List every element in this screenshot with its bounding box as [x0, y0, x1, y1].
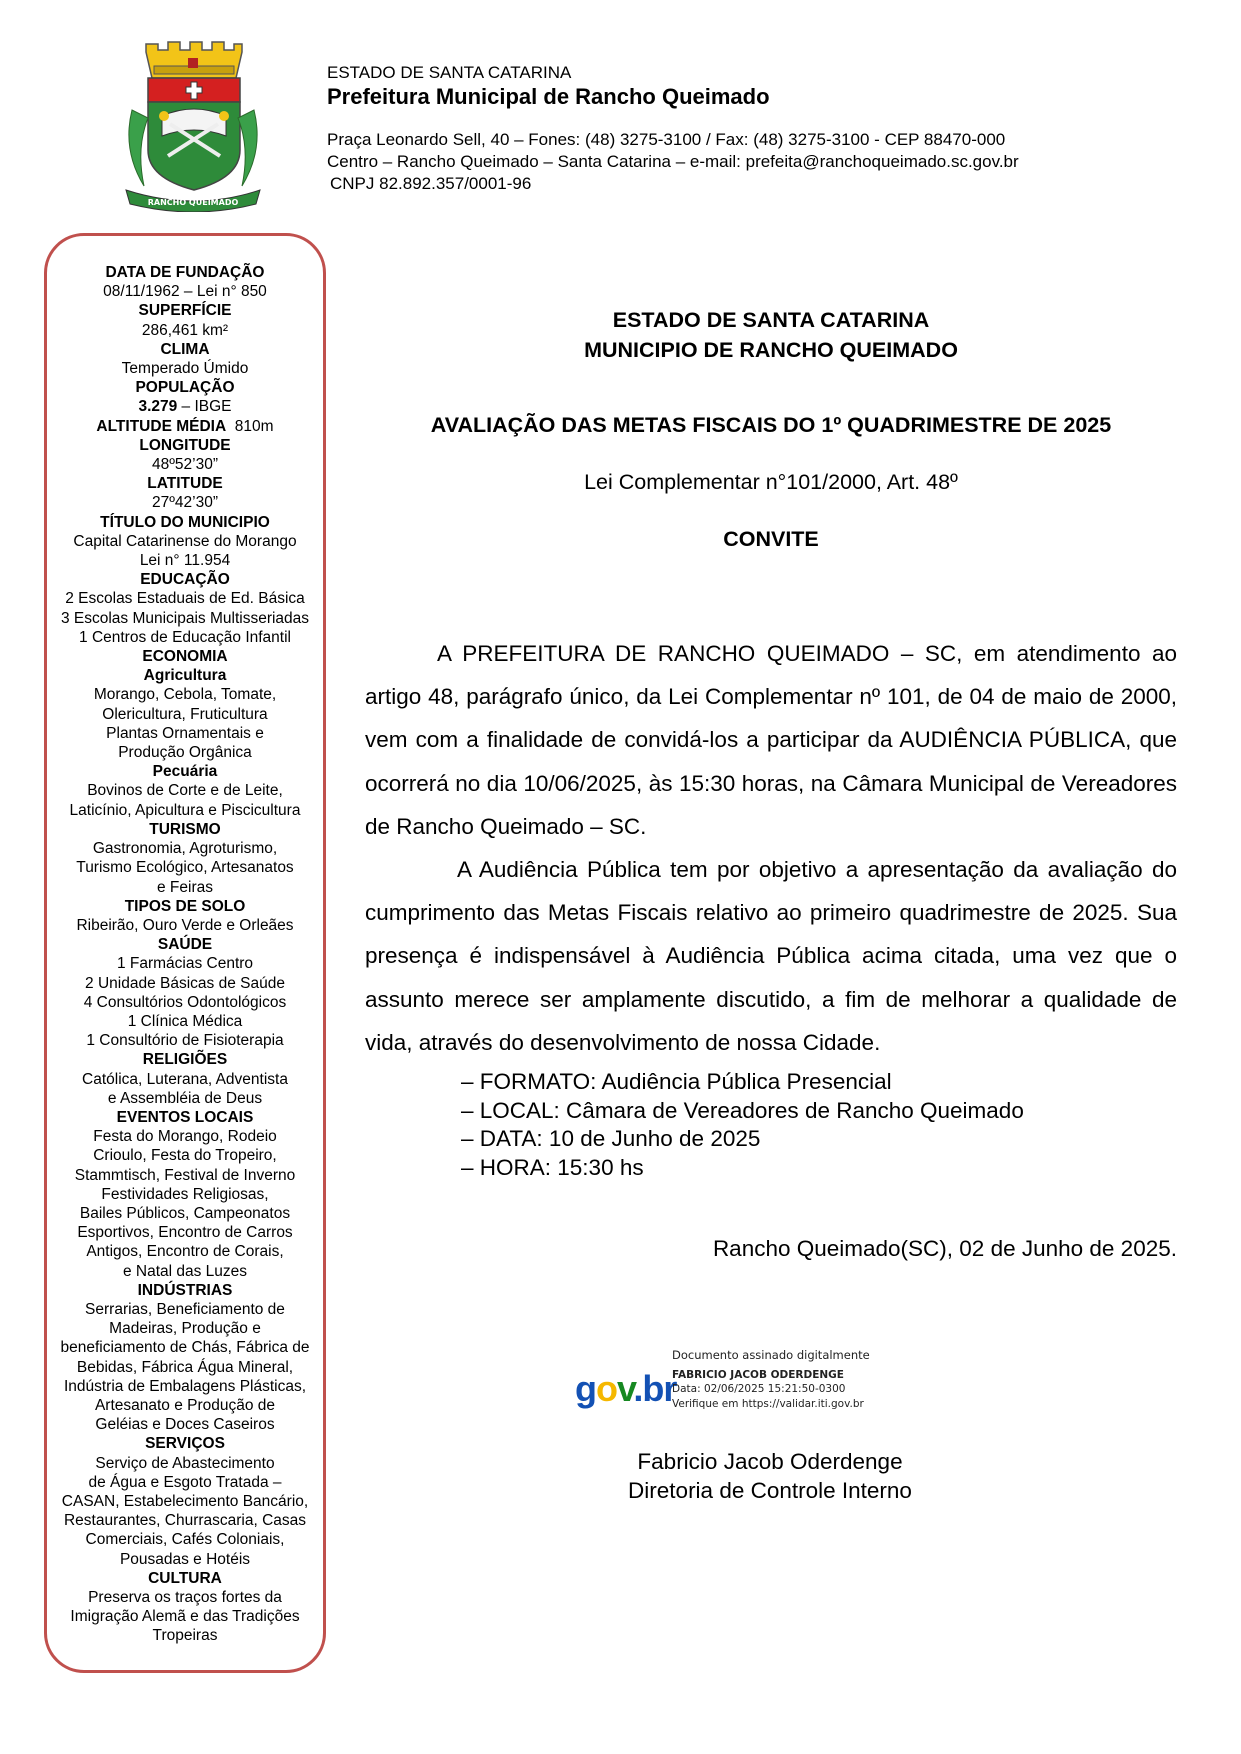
sidebar-line — [47, 397, 323, 416]
letterhead — [327, 63, 1019, 195]
sidebar-heading: EDUCAÇÃO — [140, 571, 230, 589]
sidebar-line — [47, 417, 323, 436]
signer-role: Diretoria de Controle Interno — [628, 1477, 912, 1503]
crest-ribbon-text: RANCHO QUEIMADO — [147, 198, 239, 207]
sidebar-line: CASAN, Estabelecimento Bancário, — [61, 1493, 309, 1510]
sidebar-line: Bebidas, Fábrica Água Mineral, — [76, 1358, 294, 1376]
sidebar-line: Festividades Religiosas, — [101, 1185, 269, 1203]
govbr-logo — [575, 1368, 676, 1410]
sidebar-heading: LATITUDE — [147, 475, 223, 493]
sidebar-line: 1 Clínica Médica — [127, 1012, 243, 1030]
sidebar-heading: TIPOS DE SOLO — [124, 897, 246, 915]
sidebar-heading: RELIGIÕES — [142, 1051, 228, 1069]
sidebar-line: 1 Consultório de Fisioterapia — [86, 1032, 284, 1050]
digital-signature-stamp — [575, 1348, 895, 1418]
logo-letter: o — [596, 1368, 617, 1409]
sidebar-line: Comerciais, Cafés Coloniais, — [85, 1531, 285, 1549]
sidebar-heading: DATA DE FUNDAÇÃO — [105, 264, 265, 281]
sidebar-line: 48º52’30” — [152, 456, 218, 474]
sidebar-line: Artesanato e Produção de — [94, 1396, 276, 1414]
event-details — [461, 1068, 1177, 1182]
sidebar-line: 08/11/1962 – Lei n° 850 — [103, 283, 267, 301]
sidebar-line: Tropeiras — [152, 1627, 218, 1645]
sidebar-line: Indústria de Embalagens Plásticas, — [63, 1377, 307, 1395]
sidebar-line: Produção Orgânica — [118, 744, 252, 762]
altitude-value: 810m — [234, 417, 274, 435]
sidebar-subheading: Pecuária — [152, 763, 218, 781]
letterhead-address: Praça Leonardo Sell, 40 – Fones: (48) 3275-3100 / Fax: (48) 3275-3100 - CEP 88470-000 — [327, 130, 1006, 149]
sidebar-line: Lei n° 11.954 — [139, 552, 231, 570]
sidebar-line: de Água e Esgoto Tratada – — [88, 1473, 282, 1491]
signer-block — [560, 1448, 980, 1505]
detail-date: – DATA: 10 de Junho de 2025 — [461, 1126, 761, 1152]
sidebar-line: Restaurantes, Churrascaria, Casas — [63, 1512, 307, 1530]
sidebar-line: Serrarias, Beneficiamento de — [85, 1300, 285, 1318]
sidebar-line: Católica, Luterana, Adventista — [82, 1070, 288, 1088]
document-title — [365, 305, 1177, 365]
sidebar-heading: CLIMA — [160, 340, 210, 358]
invitation-heading: CONVITE — [723, 527, 819, 551]
sidebar-heading: SERVIÇOS — [145, 1435, 225, 1453]
sidebar-line: 3 Escolas Municipais Multisseriadas — [60, 609, 310, 627]
sidebar-line: Antigos, Encontro de Corais, — [86, 1243, 284, 1261]
sidebar-line: Bovinos de Corte e de Leite, — [87, 782, 283, 800]
logo-letter: . — [633, 1368, 643, 1409]
population-source: – IBGE — [177, 398, 232, 416]
sidebar-line: Esportivos, Encontro de Carros — [77, 1224, 293, 1242]
signature-caption: Documento assinado digitalmente — [672, 1348, 870, 1362]
sidebar-line: Geléias e Doces Caseiros — [95, 1416, 275, 1434]
title-state: ESTADO DE SANTA CATARINA — [612, 308, 930, 332]
municipal-info-sidebar — [44, 233, 326, 1673]
letterhead-cnpj: CNPJ 82.892.357/0001-96 — [330, 174, 532, 193]
sidebar-line: Turismo Ecológico, Artesanatos — [76, 859, 294, 877]
sidebar-line: e Natal das Luzes — [122, 1262, 248, 1280]
signature-date: Data: 02/06/2025 15:21:50-0300 — [672, 1383, 846, 1395]
sidebar-heading: POPULAÇÃO — [135, 379, 235, 397]
place-and-date: Rancho Queimado(SC), 02 de Junho de 2025. — [712, 1236, 1177, 1262]
detail-time: – HORA: 15:30 hs — [461, 1154, 644, 1180]
sidebar-heading: EVENTOS LOCAIS — [116, 1108, 254, 1126]
sidebar-heading: INDÚSTRIAS — [137, 1281, 233, 1299]
sidebar-line: 1 Farmácias Centro — [116, 955, 254, 973]
paragraph: A PREFEITURA DE RANCHO QUEIMADO – SC, em atendimento ao artigo 48, parágrafo único, da Lei Complementar nº 101, de 04 de maio de 2000, vem com a finalidade de convidá-los a participar da AUDIÊNCIA PÚBLICA, que ocorrerá no dia 10/06/2025, às 15:30 horas, na Câmara Municipal de Vereadores de Rancho Queimado – SC. — [365, 641, 1177, 839]
sidebar-line: 1 Centros de Educação Infantil — [79, 628, 291, 646]
sidebar-line: beneficiamento de Chás, Fábrica de — [60, 1339, 310, 1357]
law-reference: Lei Complementar n°101/2000, Art. 48º — [584, 470, 958, 494]
sidebar-line: Stammtisch, Festival de Inverno — [74, 1166, 296, 1184]
sidebar-heading: SAÚDE — [157, 936, 213, 954]
invitation-body — [365, 305, 1177, 1262]
sidebar-line: 286,461 km² — [141, 321, 229, 339]
title-municipality: MUNICIPIO DE RANCHO QUEIMADO — [584, 338, 958, 362]
logo-letter: v — [617, 1368, 634, 1409]
sidebar-line: Temperado Úmido — [121, 360, 249, 378]
sidebar-heading: TÍTULO DO MUNICIPIO — [100, 513, 270, 531]
sidebar-line: Serviço de Abastecimento — [95, 1454, 275, 1472]
logo-letter: br — [642, 1368, 677, 1409]
sidebar-line: Olericultura, Fruticultura — [102, 705, 268, 723]
document-subtitle: AVALIAÇÃO DAS METAS FISCAIS DO 1º QUADRIMESTRE DE 2025 — [430, 413, 1112, 437]
sidebar-line: Preserva os traços fortes da — [88, 1589, 282, 1607]
sidebar-line: Festa do Morango, Rodeio — [93, 1128, 277, 1146]
signature-details — [672, 1348, 870, 1411]
paragraph: A Audiência Pública tem por objetivo a apresentação da avaliação do cumprimento das Metas Fiscais relativo ao primeiro quadrimestre de 2025. Sua presença é indispensável à Audiência Pública acima citada, uma vez que o assunto merece ser amplamente discutido, a fim de melhorar a qualidade de vida, através do desenvolvimento de nossa Cidade. — [365, 857, 1177, 1055]
sidebar-heading: ECONOMIA — [142, 648, 228, 666]
sidebar-line: e Feiras — [157, 878, 213, 896]
sidebar-line: e Assembléia de Deus — [107, 1089, 263, 1107]
sidebar-line: 4 Consultórios Odontológicos — [83, 993, 287, 1011]
letterhead-state: ESTADO DE SANTA CATARINA — [327, 63, 572, 82]
sidebar-heading: TURISMO — [149, 820, 221, 838]
letterhead-contact: Centro – Rancho Queimado – Santa Catarina – e-mail: prefeita@ranchoqueimado.sc.gov.br — [327, 152, 1019, 171]
sidebar-line: Laticínio, Apicultura e Piscicultura — [69, 801, 301, 819]
signer-name: Fabricio Jacob Oderdenge — [637, 1449, 903, 1474]
sidebar-line: Madeiras, Produção e — [109, 1320, 261, 1338]
municipal-coat-of-arms — [118, 40, 268, 212]
sidebar-heading: CULTURA — [148, 1569, 222, 1587]
sidebar-heading: ALTITUDE MÉDIA — [96, 417, 227, 435]
sidebar-line: 27º42’30” — [152, 494, 218, 512]
sidebar-line: Gastronomia, Agroturismo, — [92, 840, 278, 858]
sidebar-line: Capital Catarinense do Morango — [73, 532, 297, 550]
sidebar-line: 2 Escolas Estaduais de Ed. Básica — [65, 590, 305, 608]
letterhead-prefecture: Prefeitura Municipal de Rancho Queimado — [327, 84, 770, 109]
sidebar-heading: LONGITUDE — [139, 436, 231, 454]
sidebar-line: Ribeirão, Ouro Verde e Orleães — [76, 916, 294, 934]
sidebar-line: Crioulo, Festa do Tropeiro, — [93, 1147, 277, 1165]
detail-format: – FORMATO: Audiência Pública Presencial — [461, 1069, 892, 1095]
invitation-text — [365, 632, 1177, 1064]
detail-location: – LOCAL: Câmara de Vereadores de Rancho Queimado — [461, 1097, 1024, 1123]
signature-name: FABRICIO JACOB ODERDENGE — [672, 1368, 844, 1381]
sidebar-line: Bailes Públicos, Campeonatos — [79, 1204, 291, 1222]
sidebar-line: Pousadas e Hotéis — [119, 1550, 251, 1568]
sidebar-line: Plantas Ornamentais e — [106, 724, 264, 742]
sidebar-subheading: Agricultura — [143, 667, 227, 685]
sidebar-line: 2 Unidade Básicas de Saúde — [85, 974, 285, 992]
sidebar-heading: SUPERFÍCIE — [138, 302, 232, 320]
signature-verify-link: Verifique em https://validar.iti.gov.br — [672, 1397, 864, 1410]
population-value: 3.279 — [138, 398, 178, 416]
sidebar-line: Morango, Cebola, Tomate, — [93, 686, 277, 704]
logo-letter: g — [575, 1368, 596, 1409]
sidebar-line: Imigração Alemã e das Tradições — [70, 1608, 300, 1626]
